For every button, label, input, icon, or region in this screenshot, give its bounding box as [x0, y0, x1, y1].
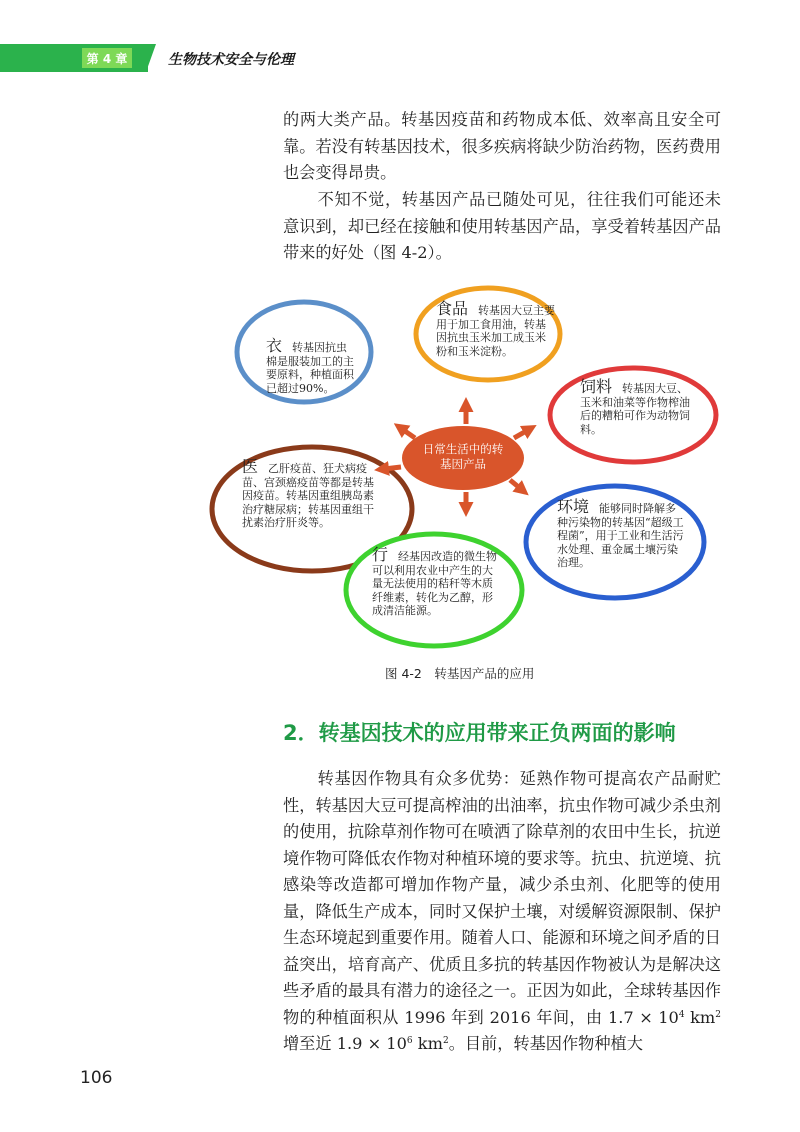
chapter-tab-slant — [146, 44, 156, 72]
center-label: 日常生活中的转基因产品 — [422, 442, 504, 471]
bubble-text-clothing — [266, 336, 354, 395]
bubble-text-medicine — [242, 457, 376, 530]
paragraph-2-text: 不知不觉，转基因产品已随处可见，往往我们可能还未意识到，却已经在接触和使用转基因产品，享受着转基因产品带来的好处（图 4-2）。 — [283, 190, 721, 262]
bubble-text-transport — [372, 545, 498, 618]
page-number: 106 — [80, 1068, 113, 1088]
category-clothing: 衣 — [266, 336, 283, 355]
chapter-header — [0, 44, 800, 72]
category-medicine: 医 — [242, 457, 259, 476]
arrow-upper-right — [514, 430, 528, 438]
desc-feed: 转基因大豆、玉米和油菜等作物榨油后的糟粕可作为动物饲料。 — [580, 382, 690, 436]
category-environment: 环境 — [557, 497, 590, 516]
paragraph-2 — [283, 187, 721, 267]
arrow-upper-left — [402, 429, 415, 438]
chapter-label: 第 4 章 — [82, 48, 132, 68]
category-feed: 饲料 — [580, 377, 613, 396]
bubble-text-food — [436, 299, 556, 358]
chapter-title: 生物技术安全与伦理 — [168, 52, 294, 68]
paragraph-1 — [283, 107, 721, 187]
arrow-lower-right — [510, 480, 521, 489]
exponent-3: 6 — [406, 1036, 413, 1046]
desc-clothing: 转基因抗虫棉是服装加工的主要原料，种植面积已超过90%。 — [266, 341, 354, 395]
arrow-left — [384, 467, 401, 469]
paragraph-3-text-c: 增至近 1.9 × 10 — [283, 1034, 407, 1053]
exponent-1: 4 — [678, 1009, 685, 1020]
bubble-text-environment — [557, 497, 685, 570]
paragraph-3-text-b: km — [684, 1007, 716, 1027]
bubble-text-feed — [580, 377, 690, 436]
paragraph-3 — [283, 766, 721, 1058]
figure-4-2 — [208, 282, 723, 652]
paragraph-1-text: 的两大类产品。转基因疫苗和药物成本低、效率高且安全可靠。若没有转基因技术，很多疾病将缺少防治药物，医药费用也会变得昂贵。 — [283, 110, 721, 182]
desc-transport: 经基因改造的微生物可以利用农业中产生的大量无法使用的秸秆等木质纤维素，转化为乙醇，形成清洁能源。 — [372, 550, 498, 617]
category-food: 食品 — [436, 299, 469, 318]
exponent-2: 2 — [715, 1009, 721, 1020]
category-transport: 行 — [372, 545, 389, 564]
section-heading: 2．转基因技术的应用带来正负两面的影响 — [283, 721, 676, 745]
paragraph-3-text-a: 转基因作物具有众多优势：延熟作物可提高农产品耐贮性，转基因大豆可提高榨油的出油率，抗虫作物可减少杀虫剂的使用，抗除草剂作物可在喷洒了除草剂的农田中生长，抗逆境作物可降低农作物对种植环境的要求等。抗虫、抗逆境、抗感染等改造都可增加作物产量，减少杀虫剂、化肥等的使用量，降低生产成本，同时又保护土壤，对缓解资源限制、保护生态环境起到重要作用。随着人口、能源和环境之间矛盾的日益突出，培育高产、优质且多抗的转基因作物被认为是解决这些矛盾的最具有潜力的途径之一。正因为如此，全球转基因作物的种植面积从 1996 年到 2016 年间，由 1.7 × 10 — [283, 769, 721, 1027]
paragraph-3-text-d: km — [412, 1034, 443, 1053]
exponent-4: 2 — [442, 1036, 449, 1046]
desc-medicine: 乙肝疫苗、狂犬病疫苗、宫颈癌疫苗等都是转基因疫苗。转基因重组胰岛素治疗糖尿病；转基因重组干扰素治疗肝炎等。 — [242, 462, 374, 529]
desc-food: 转基因大豆主要用于加工食用油，转基因抗虫玉米加工成玉米粉和玉米淀粉。 — [436, 304, 556, 358]
paragraph-3-text-e: 。目前，转基因作物种植大 — [448, 1034, 643, 1053]
figure-caption: 图 4-2 转基因产品的应用 — [385, 666, 535, 681]
desc-environment: 能够同时降解多种污染物的转基因“超级工程菌”，用于工业和生活污水处理、重金属土壤污染治理。 — [557, 502, 684, 569]
